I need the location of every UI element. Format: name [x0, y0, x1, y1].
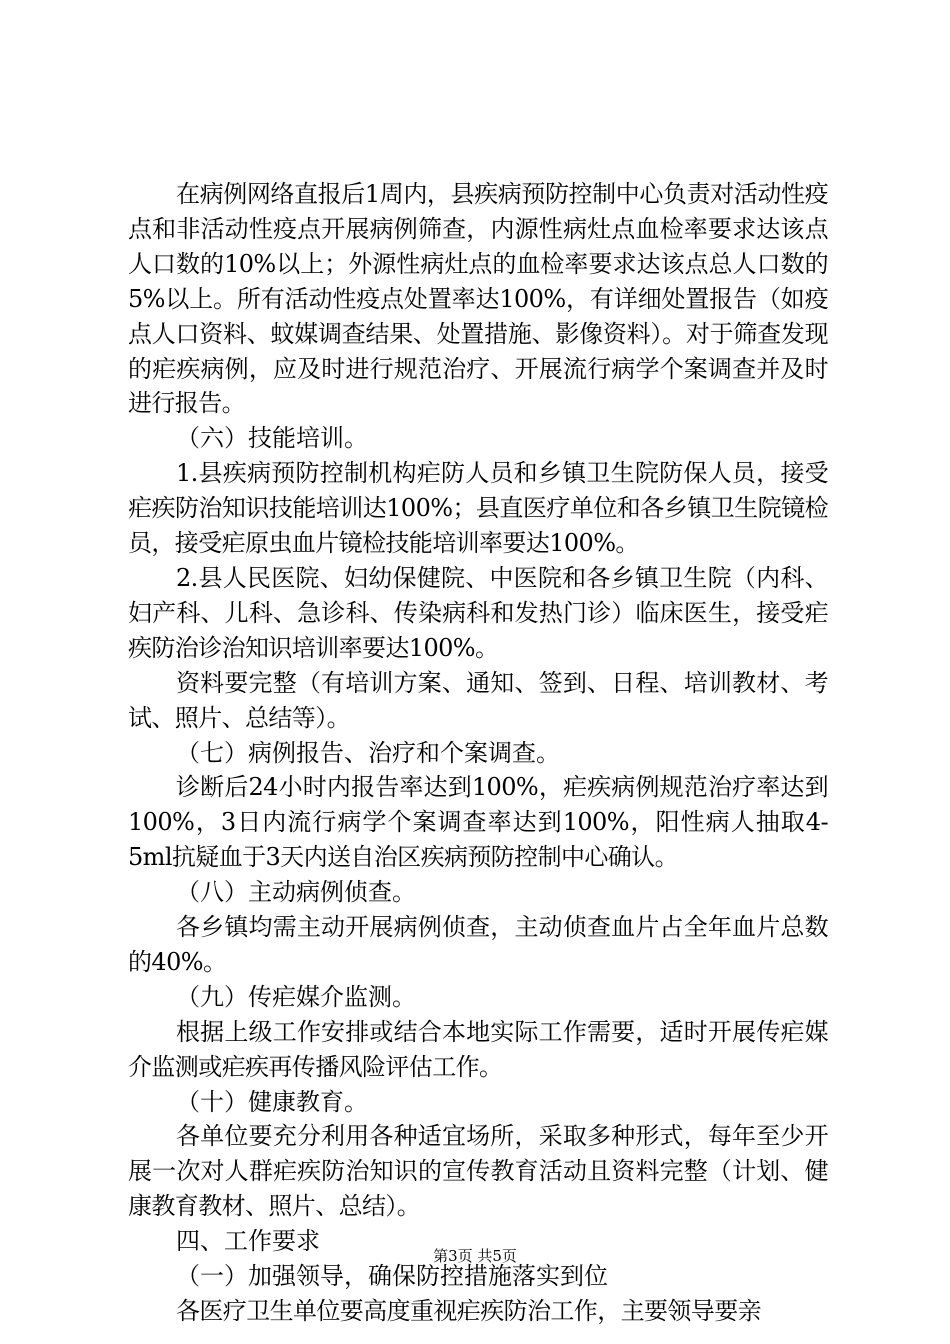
heading-work-requirements: 四、工作要求 — [176, 1227, 320, 1256]
paragraph-training-1: 1.县疾病预防控制机构疟防人员和乡镇卫生院防保人员，接受疟疾防治知识技能培训达100%；县直医疗单位和各乡镇卫生院镜检员，接受疟原虫血片镜检技能培训率要达100%。 — [128, 459, 828, 558]
heading-strengthen-leadership: （一）加强领导，确保防控措施落实到位 — [176, 1262, 608, 1291]
document-body — [128, 177, 828, 1329]
heading-health-education: （十）健康教育。 — [176, 1087, 368, 1116]
paragraph-training-2: 2.县人民医院、妇幼保健院、中医院和各乡镇卫生院（内科、妇产科、儿科、急诊科、传染病科和发热门诊）临床医生，接受疟疾防治诊治知识培训率要达100%。 — [128, 563, 828, 662]
paragraph-leadership: 各医疗卫生单位要高度重视疟疾防治工作，主要领导要亲 — [176, 1297, 761, 1325]
paragraph-screening: 在病例网络直报后1周内，县疾病预防控制中心负责对活动性疫点和非活动性疫点开展病例筛查，内源性病灶点血检率要求达该点人口数的10%以上；外源性病灶点的血检率要求达该点总人口数的5%以上。所有活动性疫点处置率达100%，有详细处置报告（如疫点人口资料、蚊媒调查结果、处置措施、影像资料）。对于筛查发现的疟疾病例，应及时进行规范治疗、开展流行病学个案调查并及时进行报告。 — [128, 180, 828, 418]
paragraph-case-report: 诊断后24小时内报告率达到100%，疟疾病例规范治疗率达到100%，3日内流行病学个案调查率达到100%，阳性病人抽取4-5ml抗疑血于3天内送自治区疾病预防控制中心确认。 — [128, 773, 828, 872]
page-number-footer: 第3页 共5页 — [433, 1247, 517, 1265]
paragraph-vector-monitoring: 根据上级工作安排或结合本地实际工作需要，适时开展传疟媒介监测或疟疾再传播风险评估工作。 — [128, 1017, 828, 1081]
heading-skills-training: （六）技能培训。 — [176, 424, 368, 453]
heading-active-detection: （八）主动病例侦查。 — [176, 878, 416, 907]
heading-vector-monitoring: （九）传疟媒介监测。 — [176, 982, 416, 1011]
paragraph-health-education: 各单位要充分利用各种适宜场所，采取多种形式，每年至少开展一次对人群疟疾防治知识的宣传教育活动且资料完整（计划、健康教育教材、照片、总结）。 — [128, 1122, 828, 1221]
heading-case-report: （七）病例报告、治疗和个案调查。 — [176, 738, 560, 767]
paragraph-active-detection: 各乡镇均需主动开展病例侦查，主动侦查血片占全年血片总数的40%。 — [128, 913, 828, 976]
paragraph-materials: 资料要完整（有培训方案、通知、签到、日程、培训教材、考试、照片、总结等）。 — [128, 668, 828, 732]
